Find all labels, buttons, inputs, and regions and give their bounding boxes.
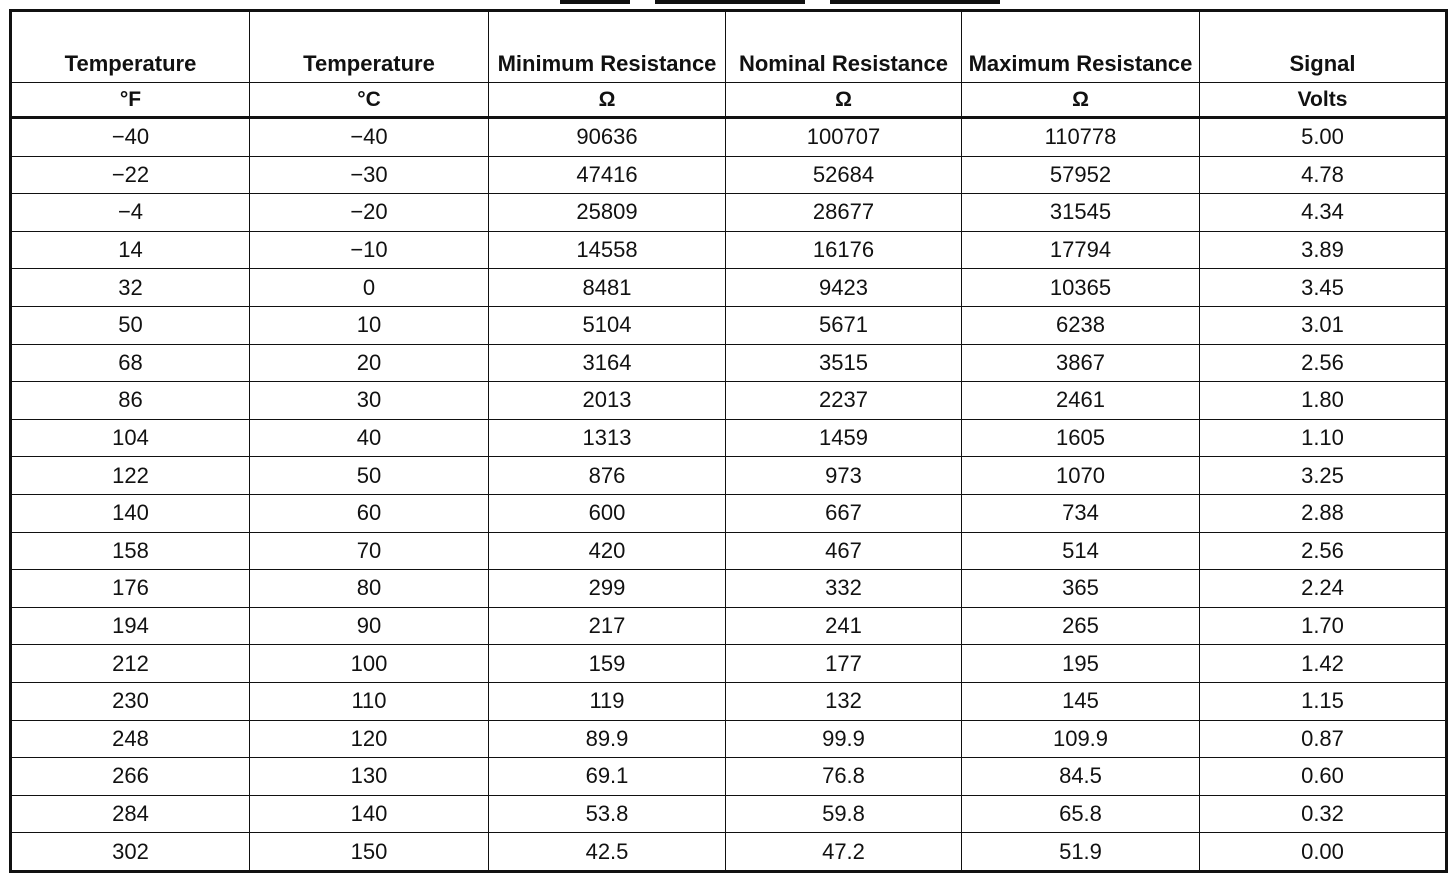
- table-row: [11, 194, 1447, 232]
- cell-temp-c: 80: [250, 570, 489, 608]
- header-row-units: [11, 83, 1447, 118]
- table-row: [11, 231, 1447, 269]
- cell-temp-f: 14: [11, 231, 250, 269]
- cell-temp-f: 266: [11, 758, 250, 796]
- cell-temp-f: 230: [11, 682, 250, 720]
- cell-nominal-resistance: 9423: [726, 269, 962, 307]
- cell-signal-volts: 0.87: [1200, 720, 1447, 758]
- cell-max-resistance: 51.9: [962, 833, 1200, 872]
- cell-max-resistance: 6238: [962, 306, 1200, 344]
- unit-volts: Volts: [1200, 83, 1447, 118]
- cell-signal-volts: 0.60: [1200, 758, 1447, 796]
- header-minimum-resistance: Minimum Resistance: [489, 11, 726, 83]
- table-row: [11, 720, 1447, 758]
- table-row: [11, 833, 1447, 872]
- cell-min-resistance: 299: [489, 570, 726, 608]
- header-nominal-resistance: Nominal Resistance: [726, 11, 962, 83]
- cell-signal-volts: 1.70: [1200, 607, 1447, 645]
- cell-signal-volts: 1.42: [1200, 645, 1447, 683]
- cell-temp-c: 20: [250, 344, 489, 382]
- cell-nominal-resistance: 16176: [726, 231, 962, 269]
- table-row: [11, 306, 1447, 344]
- table-row: [11, 607, 1447, 645]
- cell-temp-c: 40: [250, 419, 489, 457]
- cell-temp-f: 86: [11, 382, 250, 420]
- cell-signal-volts: 3.25: [1200, 457, 1447, 495]
- cell-nominal-resistance: 100707: [726, 118, 962, 157]
- cell-temp-f: −4: [11, 194, 250, 232]
- cell-temp-f: 158: [11, 532, 250, 570]
- cell-max-resistance: 734: [962, 494, 1200, 532]
- cell-signal-volts: 1.10: [1200, 419, 1447, 457]
- unit-celsius: °C: [250, 83, 489, 118]
- cell-signal-volts: 1.15: [1200, 682, 1447, 720]
- cell-temp-c: 150: [250, 833, 489, 872]
- cell-temp-f: 176: [11, 570, 250, 608]
- cell-max-resistance: 65.8: [962, 795, 1200, 833]
- table-row: [11, 269, 1447, 307]
- cell-signal-volts: 0.00: [1200, 833, 1447, 872]
- cell-temp-c: 110: [250, 682, 489, 720]
- cell-signal-volts: 4.78: [1200, 156, 1447, 194]
- cell-signal-volts: 4.34: [1200, 194, 1447, 232]
- cell-temp-c: 70: [250, 532, 489, 570]
- cell-temp-c: 130: [250, 758, 489, 796]
- unit-fahrenheit: °F: [11, 83, 250, 118]
- cell-temp-c: 60: [250, 494, 489, 532]
- cell-max-resistance: 110778: [962, 118, 1200, 157]
- cell-nominal-resistance: 5671: [726, 306, 962, 344]
- table-row: [11, 645, 1447, 683]
- cell-min-resistance: 876: [489, 457, 726, 495]
- cell-signal-volts: 2.56: [1200, 532, 1447, 570]
- header-maximum-resistance: Maximum Resistance: [962, 11, 1200, 83]
- cell-temp-c: 30: [250, 382, 489, 420]
- cell-nominal-resistance: 52684: [726, 156, 962, 194]
- cell-signal-volts: 2.56: [1200, 344, 1447, 382]
- cell-min-resistance: 159: [489, 645, 726, 683]
- table-row: [11, 682, 1447, 720]
- cell-signal-volts: 1.80: [1200, 382, 1447, 420]
- cell-temp-f: 212: [11, 645, 250, 683]
- cell-max-resistance: 195: [962, 645, 1200, 683]
- cell-temp-f: −40: [11, 118, 250, 157]
- unit-ohm-min: Ω: [489, 83, 726, 118]
- unit-ohm-nominal: Ω: [726, 83, 962, 118]
- cell-signal-volts: 3.01: [1200, 306, 1447, 344]
- cell-max-resistance: 17794: [962, 231, 1200, 269]
- cell-nominal-resistance: 667: [726, 494, 962, 532]
- table-row: [11, 344, 1447, 382]
- cell-nominal-resistance: 2237: [726, 382, 962, 420]
- table-row: [11, 457, 1447, 495]
- table-body: [11, 118, 1447, 872]
- cell-temp-c: 140: [250, 795, 489, 833]
- table-row: [11, 419, 1447, 457]
- header-temperature-c: Temperature: [250, 11, 489, 83]
- cell-min-resistance: 3164: [489, 344, 726, 382]
- table-row: [11, 795, 1447, 833]
- cell-nominal-resistance: 177: [726, 645, 962, 683]
- cell-signal-volts: 2.24: [1200, 570, 1447, 608]
- cell-min-resistance: 5104: [489, 306, 726, 344]
- cell-temp-c: 50: [250, 457, 489, 495]
- cell-temp-c: 10: [250, 306, 489, 344]
- cell-max-resistance: 514: [962, 532, 1200, 570]
- table-row: [11, 494, 1447, 532]
- cell-min-resistance: 420: [489, 532, 726, 570]
- resistance-temperature-table: [9, 9, 1448, 873]
- cell-nominal-resistance: 241: [726, 607, 962, 645]
- table-row: [11, 570, 1447, 608]
- cell-signal-volts: 2.88: [1200, 494, 1447, 532]
- cell-min-resistance: 2013: [489, 382, 726, 420]
- cell-max-resistance: 10365: [962, 269, 1200, 307]
- header-row-labels: [11, 11, 1447, 83]
- cell-signal-volts: 3.89: [1200, 231, 1447, 269]
- cell-max-resistance: 84.5: [962, 758, 1200, 796]
- cell-temp-f: 140: [11, 494, 250, 532]
- cell-temp-f: 104: [11, 419, 250, 457]
- cell-nominal-resistance: 99.9: [726, 720, 962, 758]
- cell-min-resistance: 14558: [489, 231, 726, 269]
- cell-max-resistance: 365: [962, 570, 1200, 608]
- cell-signal-volts: 3.45: [1200, 269, 1447, 307]
- cell-temp-f: −22: [11, 156, 250, 194]
- cell-max-resistance: 31545: [962, 194, 1200, 232]
- cell-nominal-resistance: 47.2: [726, 833, 962, 872]
- cell-nominal-resistance: 332: [726, 570, 962, 608]
- cell-max-resistance: 1605: [962, 419, 1200, 457]
- cell-temp-c: 0: [250, 269, 489, 307]
- cell-nominal-resistance: 59.8: [726, 795, 962, 833]
- cell-min-resistance: 8481: [489, 269, 726, 307]
- cell-min-resistance: 119: [489, 682, 726, 720]
- cell-min-resistance: 600: [489, 494, 726, 532]
- cell-temp-c: 100: [250, 645, 489, 683]
- table-row: [11, 532, 1447, 570]
- cell-max-resistance: 109.9: [962, 720, 1200, 758]
- cell-temp-f: 32: [11, 269, 250, 307]
- cell-nominal-resistance: 467: [726, 532, 962, 570]
- cell-min-resistance: 42.5: [489, 833, 726, 872]
- cell-temp-f: 50: [11, 306, 250, 344]
- cell-temp-f: 284: [11, 795, 250, 833]
- cell-temp-f: 302: [11, 833, 250, 872]
- cell-min-resistance: 25809: [489, 194, 726, 232]
- cell-temp-f: 248: [11, 720, 250, 758]
- header-signal: Signal: [1200, 11, 1447, 83]
- cell-nominal-resistance: 28677: [726, 194, 962, 232]
- cell-nominal-resistance: 132: [726, 682, 962, 720]
- cell-temp-c: −10: [250, 231, 489, 269]
- cell-nominal-resistance: 1459: [726, 419, 962, 457]
- cell-max-resistance: 265: [962, 607, 1200, 645]
- cell-max-resistance: 57952: [962, 156, 1200, 194]
- table-row: [11, 758, 1447, 796]
- cell-temp-c: −30: [250, 156, 489, 194]
- cell-nominal-resistance: 3515: [726, 344, 962, 382]
- table-row: [11, 118, 1447, 157]
- cell-min-resistance: 47416: [489, 156, 726, 194]
- cell-temp-f: 122: [11, 457, 250, 495]
- cell-min-resistance: 217: [489, 607, 726, 645]
- cell-max-resistance: 3867: [962, 344, 1200, 382]
- cell-temp-c: 120: [250, 720, 489, 758]
- cell-temp-c: −20: [250, 194, 489, 232]
- cell-max-resistance: 1070: [962, 457, 1200, 495]
- table-row: [11, 156, 1447, 194]
- cell-min-resistance: 69.1: [489, 758, 726, 796]
- cell-max-resistance: 2461: [962, 382, 1200, 420]
- cell-temp-c: 90: [250, 607, 489, 645]
- cell-nominal-resistance: 973: [726, 457, 962, 495]
- cell-max-resistance: 145: [962, 682, 1200, 720]
- cell-signal-volts: 5.00: [1200, 118, 1447, 157]
- unit-ohm-max: Ω: [962, 83, 1200, 118]
- cell-signal-volts: 0.32: [1200, 795, 1447, 833]
- cell-temp-c: −40: [250, 118, 489, 157]
- cell-temp-f: 194: [11, 607, 250, 645]
- cell-min-resistance: 53.8: [489, 795, 726, 833]
- table-row: [11, 382, 1447, 420]
- cell-nominal-resistance: 76.8: [726, 758, 962, 796]
- cell-min-resistance: 90636: [489, 118, 726, 157]
- cell-min-resistance: 1313: [489, 419, 726, 457]
- cell-min-resistance: 89.9: [489, 720, 726, 758]
- cell-temp-f: 68: [11, 344, 250, 382]
- header-temperature-f: Temperature: [11, 11, 250, 83]
